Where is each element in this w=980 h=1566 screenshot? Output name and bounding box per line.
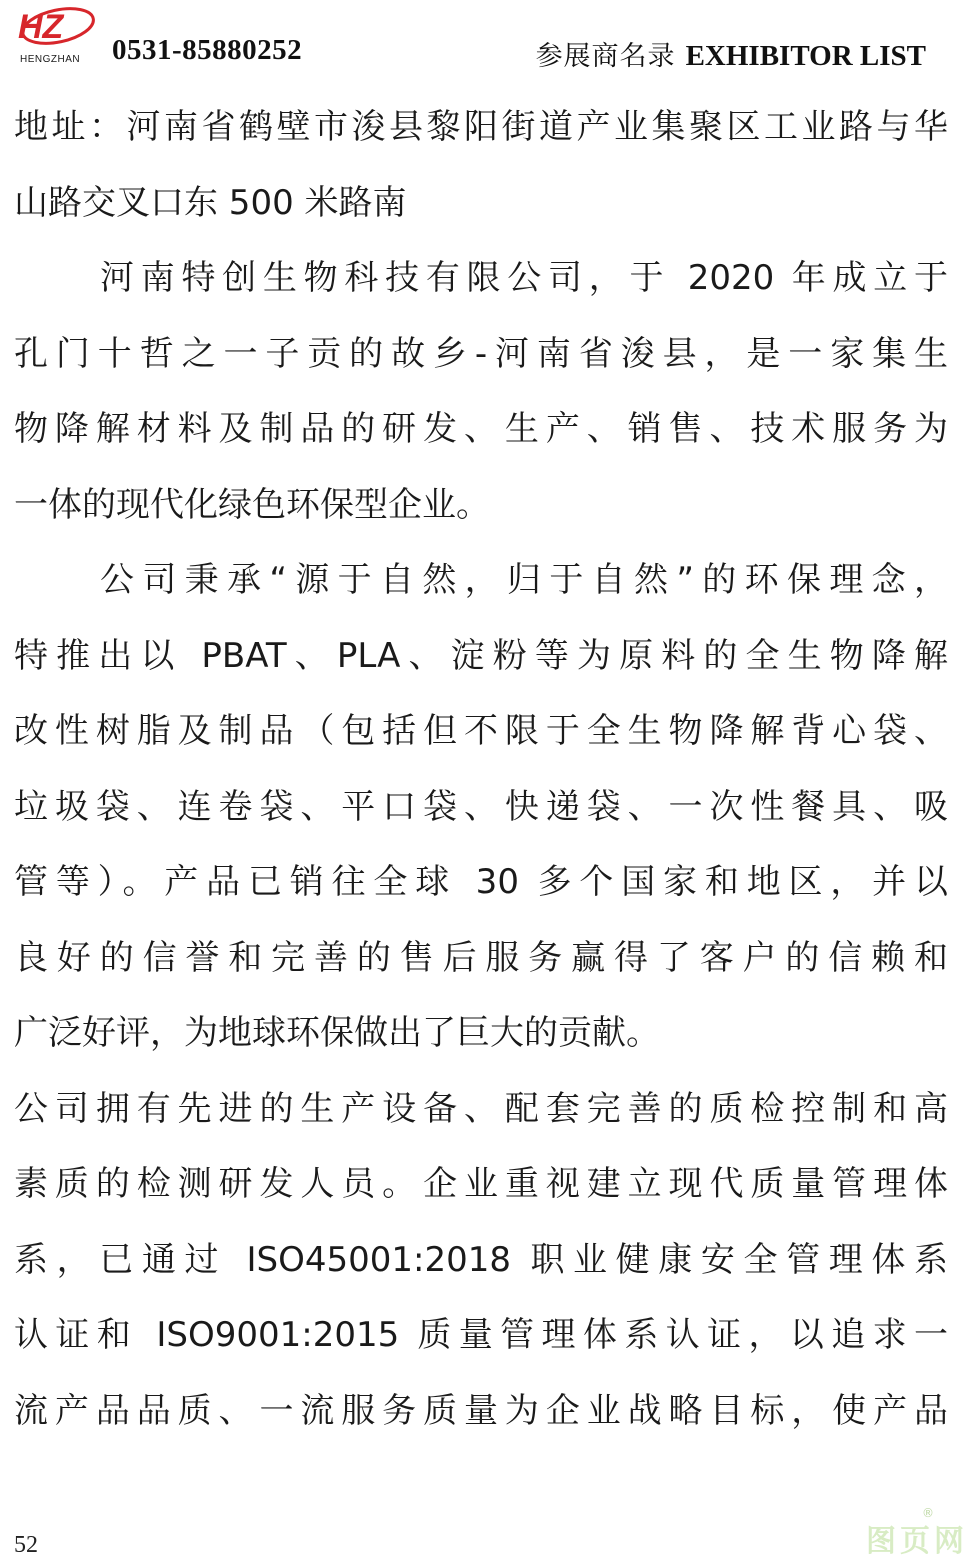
- svg-text:HENGZHAN: HENGZHAN: [20, 54, 81, 65]
- watermark: 图页网: [866, 1524, 968, 1559]
- article-body: [14, 90, 948, 1449]
- text-line: 垃圾袋、连卷袋、平口袋、快递袋、一次性餐具、吸: [14, 786, 948, 827]
- page-number: 52: [14, 1532, 38, 1558]
- phone-number: 0531-85880252: [112, 34, 303, 66]
- text-line: 物降解材料及制品的研发、生产、销售、技术服务为: [14, 409, 948, 449]
- text-line: 认证和 ISO9001:2015 质量管理体系认证，以追求一: [14, 1315, 948, 1355]
- text-line: 山路交叉口东 500 米路南: [14, 182, 407, 223]
- text-line: 广泛好评，为地球环保做出了巨大的贡献。: [14, 1013, 660, 1053]
- text-line: 系，已通过 ISO45001:2018 职业健康安全管理体系: [14, 1239, 948, 1280]
- text-line: 一体的现代化绿色环保型企业。: [14, 484, 490, 525]
- text-line: 流产品品质、一流服务质量为企业战略目标，使产品: [14, 1390, 948, 1431]
- svg-text:HZ: HZ: [18, 8, 64, 46]
- text-line: 良好的信誉和完善的售后服务赢得了客户的信赖和: [14, 937, 948, 978]
- text-line: 特推出以 PBAT、PLA、淀粉等为原料的全生物降解: [14, 635, 948, 676]
- text-line: 改性树脂及制品（包括但不限于全生物降解背心袋、: [14, 711, 948, 751]
- watermark-registered-mark: ®: [922, 1506, 934, 1520]
- header-title-en: EXHIBITOR LIST: [685, 40, 926, 72]
- text-line: 公司拥有先进的生产设备、配套完善的质检控制和高: [14, 1088, 948, 1129]
- hengzhan-logo: [14, 2, 96, 68]
- header-title-cn: 参展商名录: [535, 41, 676, 72]
- page-header: [0, 0, 980, 80]
- text-line: 河南特创生物科技有限公司，于 2020 年成立于: [100, 258, 948, 298]
- text-line: 公司秉承“源于自然，归于自然”的环保理念，: [100, 560, 948, 600]
- text-line: 孔门十哲之一子贡的故乡-河南省浚县，是一家集生: [14, 333, 948, 374]
- text-line: 素质的检测研发人员。企业重视建立现代质量管理体: [14, 1164, 948, 1204]
- text-line: 管等）。产品已销往全球 30 多个国家和地区，并以: [14, 862, 948, 902]
- text-line: 地址：河南省鹤壁市浚县黎阳街道产业集聚区工业路与华: [14, 107, 948, 147]
- header-title: [536, 34, 926, 73]
